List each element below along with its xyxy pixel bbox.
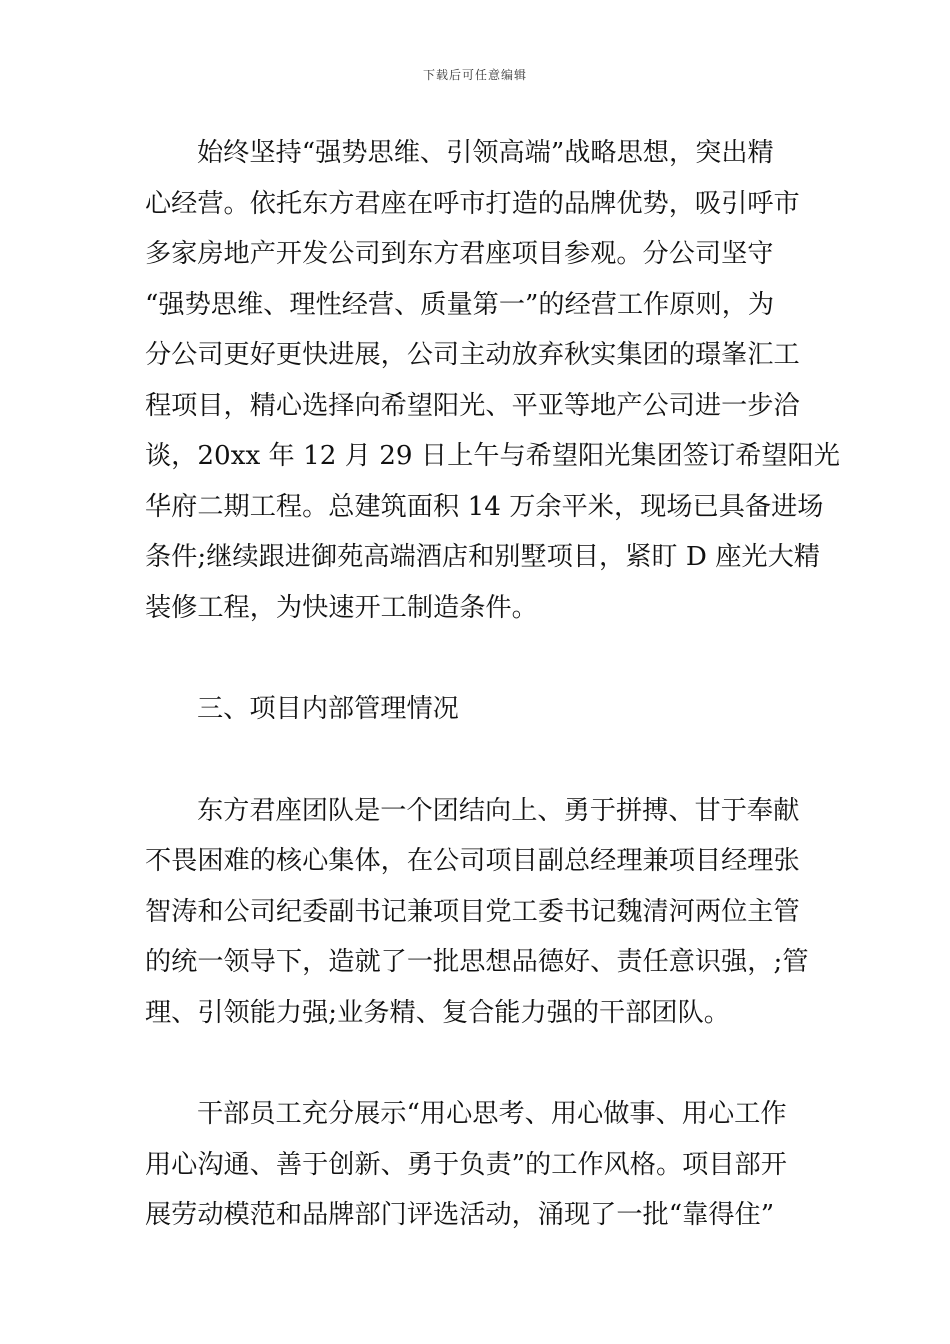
text-line: 东方君座团队是一个团结向上、勇于拼搏、甘于奉献 bbox=[197, 795, 800, 826]
text-line: 智涛和公司纪委副书记兼项目党工委书记魏清河两位主管 bbox=[145, 896, 800, 927]
section-heading bbox=[145, 684, 809, 735]
text-line: 多家房地产开发公司到东方君座项目参观。分公司坚守 bbox=[145, 239, 774, 269]
text-line: 谈，20xx 年 12 月 29 日上午与希望阳光集团签订希望阳光 bbox=[145, 441, 840, 471]
document-body bbox=[145, 128, 840, 1241]
paragraph-work-style bbox=[145, 1089, 809, 1241]
text-line: 华府二期工程。总建筑面积 14 万余平米，现场已具备进场 bbox=[145, 491, 824, 522]
text-line: 干部员工充分展示“用心思考、用心做事、用心工作 bbox=[197, 1099, 787, 1129]
text-line: 始终坚持“强势思维、引领高端”战略思想，突出精 bbox=[197, 138, 774, 168]
text-line: 理、引领能力强;业务精、复合能力强的干部团队。 bbox=[145, 997, 730, 1028]
text-line: 条件;继续跟进御苑高端酒店和别墅项目，紧盯 D 座光大精 bbox=[145, 542, 820, 572]
text-line: 不畏困难的核心集体，在公司项目副总经理兼项目经理张 bbox=[145, 846, 800, 876]
text-line: “强势思维、理性经营、质量第一”的经营工作原则，为 bbox=[145, 289, 775, 320]
text-line: 心经营。依托东方君座在呼市打造的品牌优势，吸引呼市 bbox=[145, 188, 800, 219]
text-line: 的统一领导下，造就了一批思想品德好、责任意识强，;管 bbox=[145, 947, 809, 977]
page-header-note: 下载后可任意编辑 bbox=[422, 68, 527, 82]
text-line: 分公司更好更快进展，公司主动放弃秋实集团的璟峯汇工 bbox=[145, 340, 800, 370]
paragraph-strategy bbox=[145, 128, 840, 633]
text-line: 装修工程，为快速开工制造条件。 bbox=[145, 592, 538, 623]
heading-text: 三、项目内部管理情况 bbox=[197, 694, 459, 724]
text-line: 用心沟通、善于创新、勇于负责”的工作风格。项目部开 bbox=[145, 1149, 787, 1180]
text-line: 展劳动模范和品牌部门评选活动，涌现了一批“靠得住” bbox=[145, 1200, 775, 1230]
paragraph-team bbox=[145, 786, 809, 1039]
text-line: 程项目，精心选择向希望阳光、平亚等地产公司进一步洽 bbox=[145, 390, 800, 421]
